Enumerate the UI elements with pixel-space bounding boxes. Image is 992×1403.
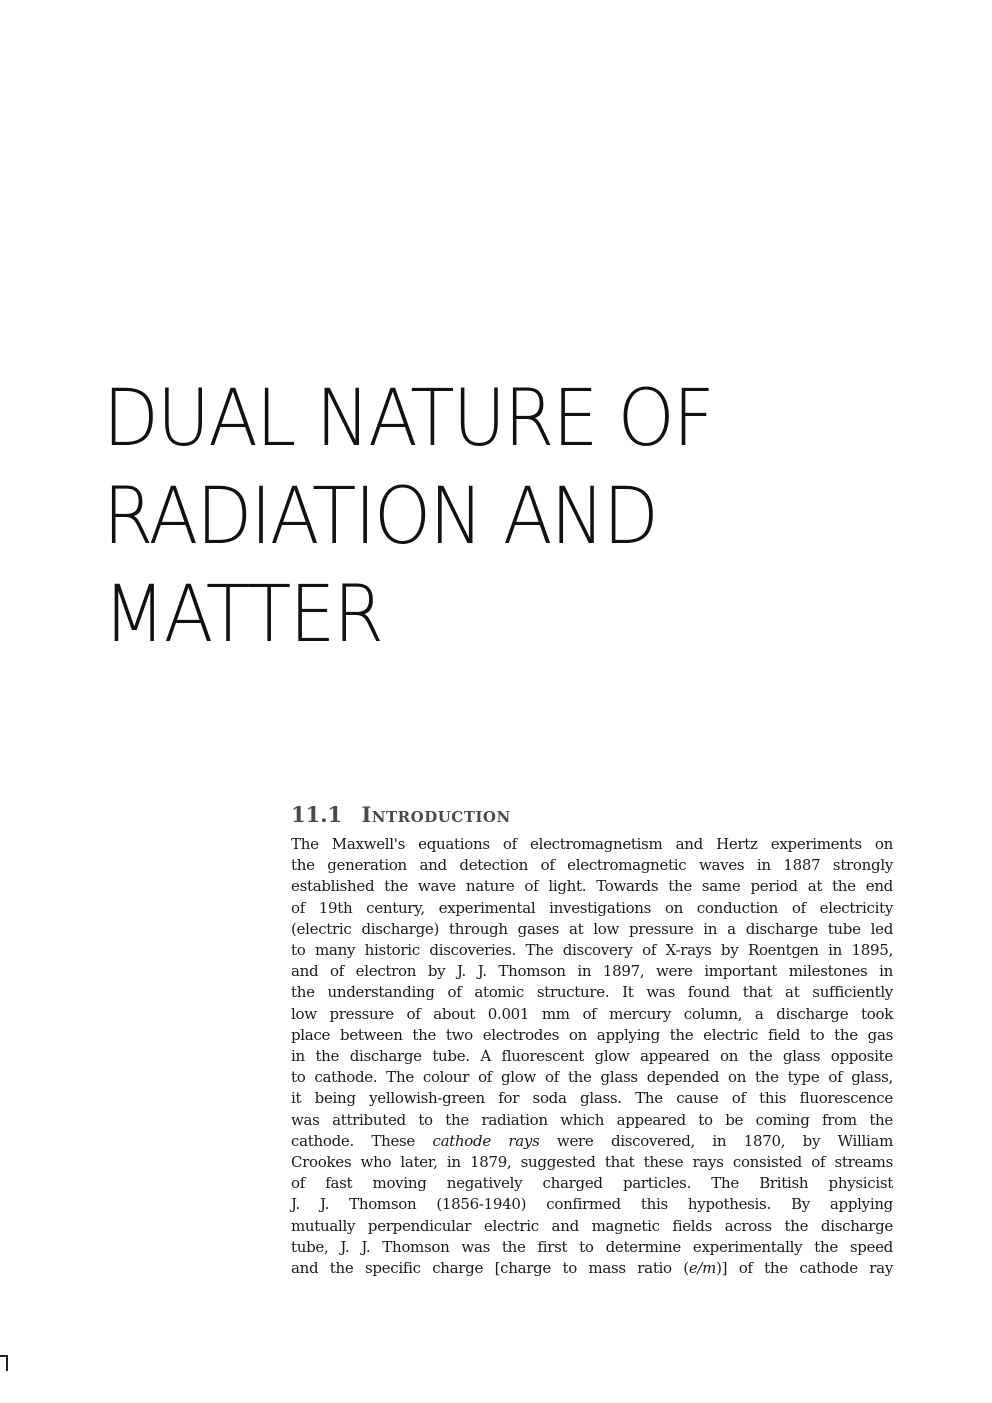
text-line: to many historic discoveries. The discovery of X-rays by Roentgen in 1895, [291,941,893,960]
section-body-text [291,834,893,1279]
text-segment: and the specific charge [charge to mass ratio ( [291,1259,689,1278]
text-line: place between the two electrodes on applying the electric field to the gas [291,1025,893,1044]
text-line: and of electron by J. J. Thomson in 1897, were important milestones in [291,962,893,981]
text-line: in the discharge tube. A fluorescent glow appeared on the glass opposite [291,1047,893,1066]
text-line: the generation and detection of electromagnetic waves in 1887 strongly [291,856,893,875]
text-line: Crookes who later, in 1879, suggested that these rays consisted of streams [291,1153,893,1172]
text-segment: )] of the cathode ray [716,1259,893,1278]
italic-term: cathode rays [432,1131,540,1150]
text-line: J. J. Thomson (1856-1940) confirmed this hypothesis. By applying [291,1195,893,1214]
text-line: to cathode. The colour of glow of the glass depended on the type of glass, [291,1068,893,1087]
chapter-title-line: RADIATION AND [103,472,658,563]
text-line: of fast moving negatively charged particles. The British physicist [291,1174,893,1193]
text-line: tube, J. J. Thomson was the first to determine experimentally the speed [291,1237,893,1256]
text-line: of 19th century, experimental investigations on conduction of electricity [291,898,893,917]
section-name: Introduction [361,802,511,827]
text-line: (electric discharge) through gases at low pressure in a discharge tube led [291,919,893,938]
section-number: 11.1 [291,802,343,827]
chapter-title-line: MATTER [103,570,382,661]
text-line: The Maxwell's equations of electromagnetism and Hertz experiments on [291,835,893,853]
text-line: mutually perpendicular electric and magnetic fields across the discharge [291,1216,893,1235]
text-line: the understanding of atomic structure. It was found that at sufficiently [291,983,893,1002]
crop-mark [0,1355,8,1371]
section-introduction [291,800,893,1279]
text-segment: cathode. These [291,1131,433,1150]
text-line: established the wave nature of light. Towards the same period at the end [291,877,893,896]
text-line: it being yellowish-green for soda glass. The cause of this fluorescence [291,1089,893,1108]
text-line [291,1258,893,1279]
italic-term: e/m [688,1259,717,1278]
text-line [291,1131,893,1152]
chapter-title [103,370,903,664]
section-heading [291,800,893,830]
chapter-title-line: DUAL NATURE OF [103,374,713,465]
text-segment: were discovered, in 1870, by William [539,1131,894,1150]
text-line: was attributed to the radiation which appeared to be coming from the [291,1110,893,1129]
text-line: low pressure of about 0.001 mm of mercury column, a discharge took [291,1004,893,1023]
